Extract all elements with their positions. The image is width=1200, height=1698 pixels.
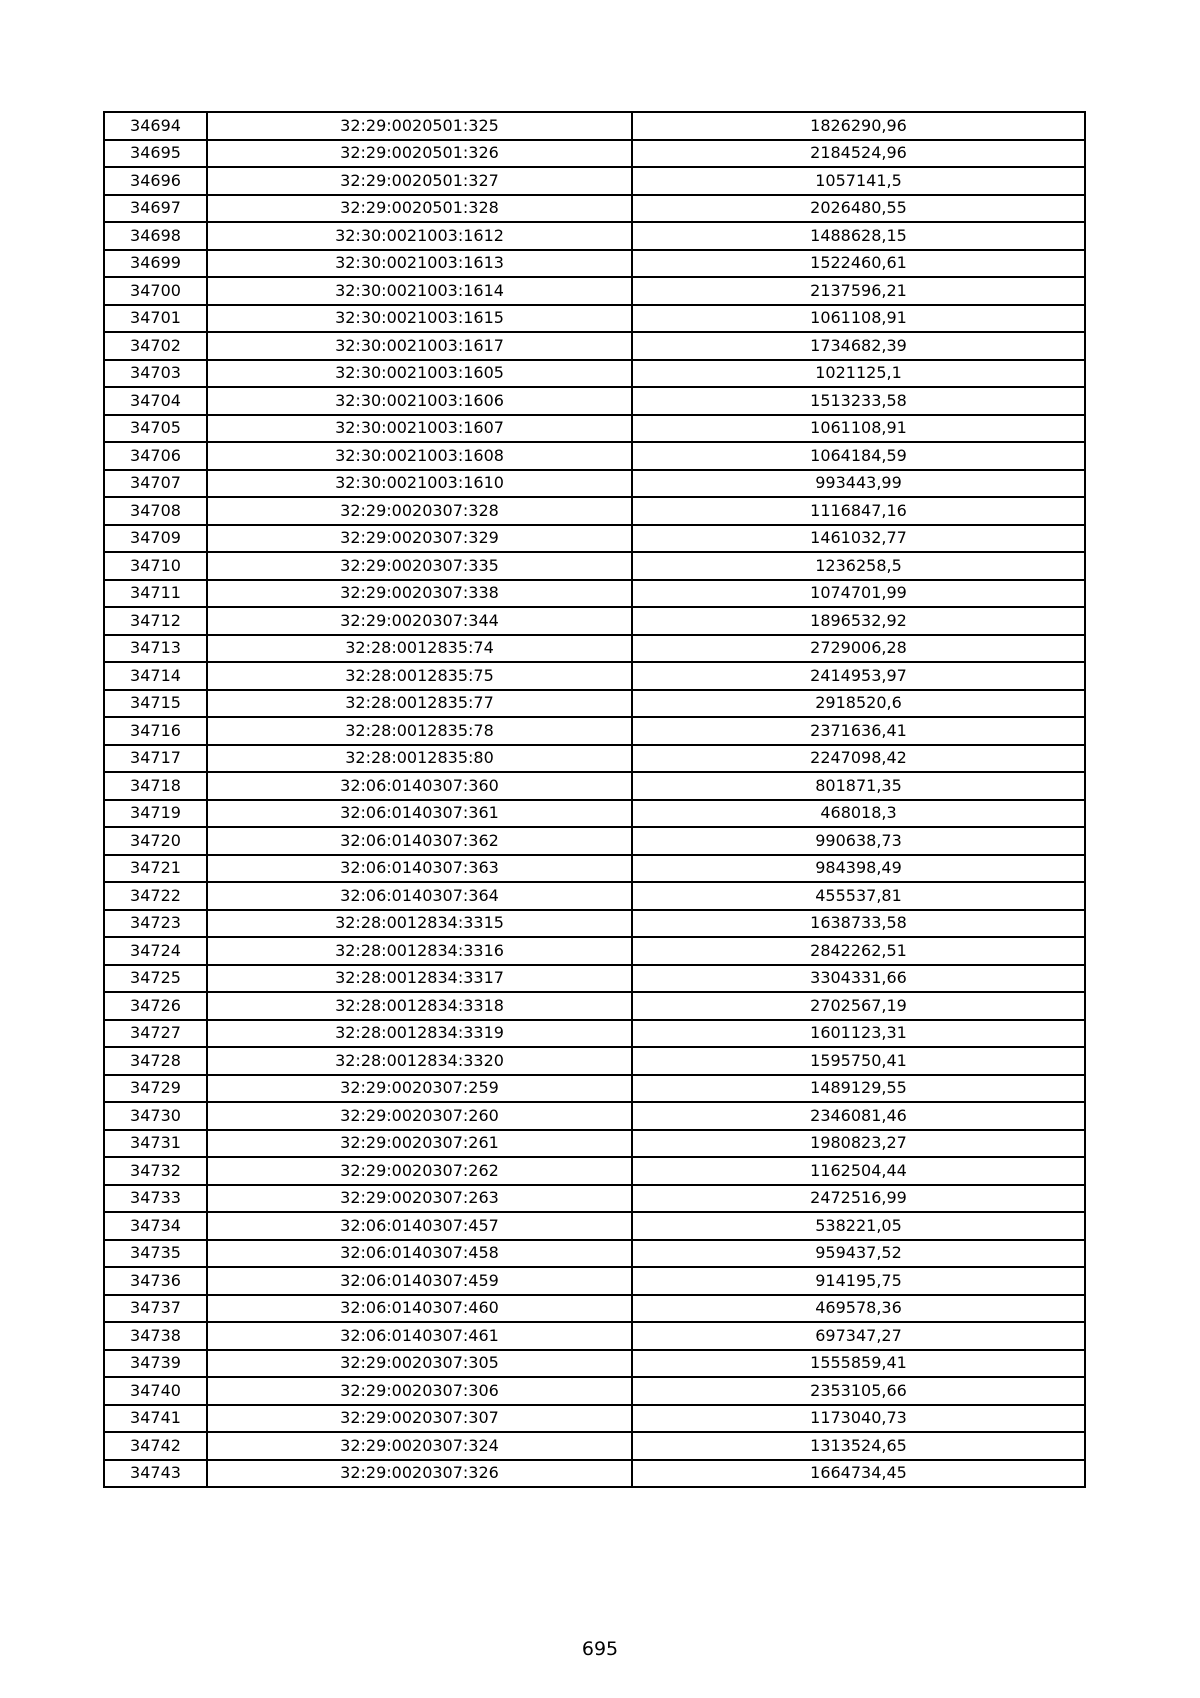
table-row: [104, 882, 1085, 910]
cadastral-number-cell: 32:29:0020501:327: [207, 167, 632, 195]
row-number-cell: 34742: [104, 1432, 207, 1460]
table-row: [104, 635, 1085, 663]
table-row: [104, 387, 1085, 415]
row-number-cell: 34712: [104, 607, 207, 635]
cadastral-number-cell: 32:28:0012834:3320: [207, 1047, 632, 1075]
table-row: [104, 1460, 1085, 1488]
value-cell: 959437,52: [632, 1240, 1085, 1268]
table-row: [104, 470, 1085, 498]
value-cell: 1061108,91: [632, 305, 1085, 333]
value-cell: 801871,35: [632, 772, 1085, 800]
table-row: [104, 195, 1085, 223]
row-number-cell: 34731: [104, 1130, 207, 1158]
cadastral-number-cell: 32:06:0140307:461: [207, 1322, 632, 1350]
cadastral-number-cell: 32:29:0020307:338: [207, 580, 632, 608]
table-row: [104, 1212, 1085, 1240]
cadastral-number-cell: 32:28:0012834:3315: [207, 910, 632, 938]
row-number-cell: 34733: [104, 1185, 207, 1213]
row-number-cell: 34714: [104, 662, 207, 690]
cadastral-number-cell: 32:28:0012834:3317: [207, 965, 632, 993]
cadastral-number-cell: 32:29:0020307:305: [207, 1350, 632, 1378]
table-body: [104, 112, 1085, 1487]
value-cell: 1826290,96: [632, 112, 1085, 140]
table-row: [104, 800, 1085, 828]
row-number-cell: 34732: [104, 1157, 207, 1185]
cadastral-number-cell: 32:30:0021003:1617: [207, 332, 632, 360]
cadastral-number-cell: 32:30:0021003:1605: [207, 360, 632, 388]
value-cell: 468018,3: [632, 800, 1085, 828]
row-number-cell: 34713: [104, 635, 207, 663]
row-number-cell: 34725: [104, 965, 207, 993]
cadastral-number-cell: 32:28:0012835:78: [207, 717, 632, 745]
cadastral-number-cell: 32:06:0140307:361: [207, 800, 632, 828]
cadastral-number-cell: 32:28:0012835:77: [207, 690, 632, 718]
row-number-cell: 34724: [104, 937, 207, 965]
cadastral-number-cell: 32:29:0020307:307: [207, 1405, 632, 1433]
value-cell: 1064184,59: [632, 442, 1085, 470]
cadastral-number-cell: 32:28:0012835:74: [207, 635, 632, 663]
cadastral-number-cell: 32:30:0021003:1606: [207, 387, 632, 415]
row-number-cell: 34717: [104, 745, 207, 773]
cadastral-number-cell: 32:06:0140307:363: [207, 855, 632, 883]
table-row: [104, 1295, 1085, 1323]
row-number-cell: 34730: [104, 1102, 207, 1130]
table-row: [104, 745, 1085, 773]
value-cell: 538221,05: [632, 1212, 1085, 1240]
value-cell: 2247098,42: [632, 745, 1085, 773]
cadastral-number-cell: 32:28:0012834:3319: [207, 1020, 632, 1048]
row-number-cell: 34705: [104, 415, 207, 443]
cadastral-number-cell: 32:29:0020307:335: [207, 552, 632, 580]
value-cell: 1555859,41: [632, 1350, 1085, 1378]
table-row: [104, 277, 1085, 305]
value-cell: 697347,27: [632, 1322, 1085, 1350]
row-number-cell: 34723: [104, 910, 207, 938]
value-cell: 3304331,66: [632, 965, 1085, 993]
value-cell: 1236258,5: [632, 552, 1085, 580]
value-cell: 2371636,41: [632, 717, 1085, 745]
value-cell: 1173040,73: [632, 1405, 1085, 1433]
table-row: [104, 250, 1085, 278]
value-cell: 2414953,97: [632, 662, 1085, 690]
cadastral-number-cell: 32:29:0020307:260: [207, 1102, 632, 1130]
value-cell: 1522460,61: [632, 250, 1085, 278]
value-cell: 1162504,44: [632, 1157, 1085, 1185]
table-row: [104, 690, 1085, 718]
row-number-cell: 34736: [104, 1267, 207, 1295]
cadastral-number-cell: 32:29:0020307:261: [207, 1130, 632, 1158]
row-number-cell: 34720: [104, 827, 207, 855]
value-cell: 984398,49: [632, 855, 1085, 883]
cadastral-number-cell: 32:30:0021003:1614: [207, 277, 632, 305]
table-row: [104, 937, 1085, 965]
table-row: [104, 305, 1085, 333]
value-cell: 1488628,15: [632, 222, 1085, 250]
cadastral-number-cell: 32:30:0021003:1613: [207, 250, 632, 278]
table-row: [104, 662, 1085, 690]
cadastral-number-cell: 32:29:0020307:326: [207, 1460, 632, 1488]
value-cell: 1116847,16: [632, 497, 1085, 525]
cadastral-number-cell: 32:28:0012834:3318: [207, 992, 632, 1020]
row-number-cell: 34706: [104, 442, 207, 470]
cadastral-number-cell: 32:29:0020307:262: [207, 1157, 632, 1185]
table-row: [104, 415, 1085, 443]
cadastral-number-cell: 32:06:0140307:460: [207, 1295, 632, 1323]
value-cell: 1057141,5: [632, 167, 1085, 195]
value-cell: 1074701,99: [632, 580, 1085, 608]
table-row: [104, 772, 1085, 800]
table-row: [104, 1267, 1085, 1295]
table-row: [104, 442, 1085, 470]
value-cell: 1313524,65: [632, 1432, 1085, 1460]
table-row: [104, 1350, 1085, 1378]
row-number-cell: 34707: [104, 470, 207, 498]
value-cell: 2346081,46: [632, 1102, 1085, 1130]
row-number-cell: 34721: [104, 855, 207, 883]
value-cell: 1489129,55: [632, 1075, 1085, 1103]
row-number-cell: 34699: [104, 250, 207, 278]
cadastral-number-cell: 32:30:0021003:1608: [207, 442, 632, 470]
value-cell: 2918520,6: [632, 690, 1085, 718]
row-number-cell: 34727: [104, 1020, 207, 1048]
value-cell: 914195,75: [632, 1267, 1085, 1295]
table-row: [104, 140, 1085, 168]
cadastral-number-cell: 32:29:0020501:326: [207, 140, 632, 168]
table-row: [104, 1405, 1085, 1433]
row-number-cell: 34702: [104, 332, 207, 360]
value-cell: 455537,81: [632, 882, 1085, 910]
row-number-cell: 34710: [104, 552, 207, 580]
cadastral-number-cell: 32:28:0012834:3316: [207, 937, 632, 965]
value-cell: 1980823,27: [632, 1130, 1085, 1158]
value-cell: 1734682,39: [632, 332, 1085, 360]
cadastral-number-cell: 32:28:0012835:80: [207, 745, 632, 773]
row-number-cell: 34697: [104, 195, 207, 223]
row-number-cell: 34729: [104, 1075, 207, 1103]
table-row: [104, 965, 1085, 993]
table-row: [104, 717, 1085, 745]
table-row: [104, 1075, 1085, 1103]
table-row: [104, 1047, 1085, 1075]
row-number-cell: 34734: [104, 1212, 207, 1240]
row-number-cell: 34694: [104, 112, 207, 140]
row-number-cell: 34700: [104, 277, 207, 305]
value-cell: 1513233,58: [632, 387, 1085, 415]
value-cell: 2184524,96: [632, 140, 1085, 168]
row-number-cell: 34740: [104, 1377, 207, 1405]
cadastral-number-cell: 32:06:0140307:362: [207, 827, 632, 855]
value-cell: 2472516,99: [632, 1185, 1085, 1213]
table-row: [104, 1377, 1085, 1405]
row-number-cell: 34739: [104, 1350, 207, 1378]
cadastral-number-cell: 32:28:0012835:75: [207, 662, 632, 690]
table-row: [104, 1432, 1085, 1460]
row-number-cell: 34698: [104, 222, 207, 250]
table-row: [104, 1157, 1085, 1185]
row-number-cell: 34718: [104, 772, 207, 800]
row-number-cell: 34726: [104, 992, 207, 1020]
table-row: [104, 222, 1085, 250]
cadastral-number-cell: 32:30:0021003:1610: [207, 470, 632, 498]
table-row: [104, 1020, 1085, 1048]
value-cell: 2729006,28: [632, 635, 1085, 663]
table-row: [104, 827, 1085, 855]
cadastral-number-cell: 32:06:0140307:364: [207, 882, 632, 910]
cadastral-number-cell: 32:29:0020307:263: [207, 1185, 632, 1213]
table-row: [104, 112, 1085, 140]
row-number-cell: 34719: [104, 800, 207, 828]
table-row: [104, 1240, 1085, 1268]
row-number-cell: 34728: [104, 1047, 207, 1075]
table-row: [104, 360, 1085, 388]
row-number-cell: 34704: [104, 387, 207, 415]
row-number-cell: 34737: [104, 1295, 207, 1323]
row-number-cell: 34716: [104, 717, 207, 745]
row-number-cell: 34715: [104, 690, 207, 718]
cadastral-value-table: [103, 111, 1086, 1488]
value-cell: 2137596,21: [632, 277, 1085, 305]
value-cell: 1595750,41: [632, 1047, 1085, 1075]
cadastral-number-cell: 32:06:0140307:459: [207, 1267, 632, 1295]
cadastral-number-cell: 32:06:0140307:457: [207, 1212, 632, 1240]
cadastral-number-cell: 32:29:0020307:259: [207, 1075, 632, 1103]
cadastral-number-cell: 32:30:0021003:1615: [207, 305, 632, 333]
table-row: [104, 580, 1085, 608]
row-number-cell: 34709: [104, 525, 207, 553]
row-number-cell: 34735: [104, 1240, 207, 1268]
table-row: [104, 1130, 1085, 1158]
table-row: [104, 855, 1085, 883]
value-cell: 1664734,45: [632, 1460, 1085, 1488]
cadastral-number-cell: 32:30:0021003:1607: [207, 415, 632, 443]
page-number: 695: [581, 1638, 619, 1660]
value-cell: 1461032,77: [632, 525, 1085, 553]
value-cell: 1021125,1: [632, 360, 1085, 388]
table-row: [104, 1102, 1085, 1130]
cadastral-number-cell: 32:29:0020501:328: [207, 195, 632, 223]
row-number-cell: 34743: [104, 1460, 207, 1488]
table-row: [104, 332, 1085, 360]
row-number-cell: 34701: [104, 305, 207, 333]
cadastral-number-cell: 32:30:0021003:1612: [207, 222, 632, 250]
cadastral-number-cell: 32:29:0020307:328: [207, 497, 632, 525]
cadastral-number-cell: 32:06:0140307:458: [207, 1240, 632, 1268]
row-number-cell: 34711: [104, 580, 207, 608]
table-row: [104, 167, 1085, 195]
row-number-cell: 34708: [104, 497, 207, 525]
cadastral-number-cell: 32:29:0020307:306: [207, 1377, 632, 1405]
value-cell: 2702567,19: [632, 992, 1085, 1020]
row-number-cell: 34695: [104, 140, 207, 168]
value-cell: 469578,36: [632, 1295, 1085, 1323]
table-row: [104, 607, 1085, 635]
row-number-cell: 34703: [104, 360, 207, 388]
table-row: [104, 992, 1085, 1020]
value-cell: 1061108,91: [632, 415, 1085, 443]
cadastral-number-cell: 32:29:0020307:324: [207, 1432, 632, 1460]
value-cell: 990638,73: [632, 827, 1085, 855]
value-cell: 2842262,51: [632, 937, 1085, 965]
value-cell: 1638733,58: [632, 910, 1085, 938]
value-cell: 993443,99: [632, 470, 1085, 498]
cadastral-number-cell: 32:29:0020307:344: [207, 607, 632, 635]
table-row: [104, 1185, 1085, 1213]
cadastral-number-cell: 32:06:0140307:360: [207, 772, 632, 800]
cadastral-number-cell: 32:29:0020307:329: [207, 525, 632, 553]
table-row: [104, 497, 1085, 525]
value-cell: 2353105,66: [632, 1377, 1085, 1405]
table-row: [104, 525, 1085, 553]
value-cell: 2026480,55: [632, 195, 1085, 223]
value-cell: 1601123,31: [632, 1020, 1085, 1048]
row-number-cell: 34738: [104, 1322, 207, 1350]
row-number-cell: 34696: [104, 167, 207, 195]
cadastral-number-cell: 32:29:0020501:325: [207, 112, 632, 140]
row-number-cell: 34741: [104, 1405, 207, 1433]
value-cell: 1896532,92: [632, 607, 1085, 635]
table-row: [104, 910, 1085, 938]
table-row: [104, 1322, 1085, 1350]
row-number-cell: 34722: [104, 882, 207, 910]
table-row: [104, 552, 1085, 580]
